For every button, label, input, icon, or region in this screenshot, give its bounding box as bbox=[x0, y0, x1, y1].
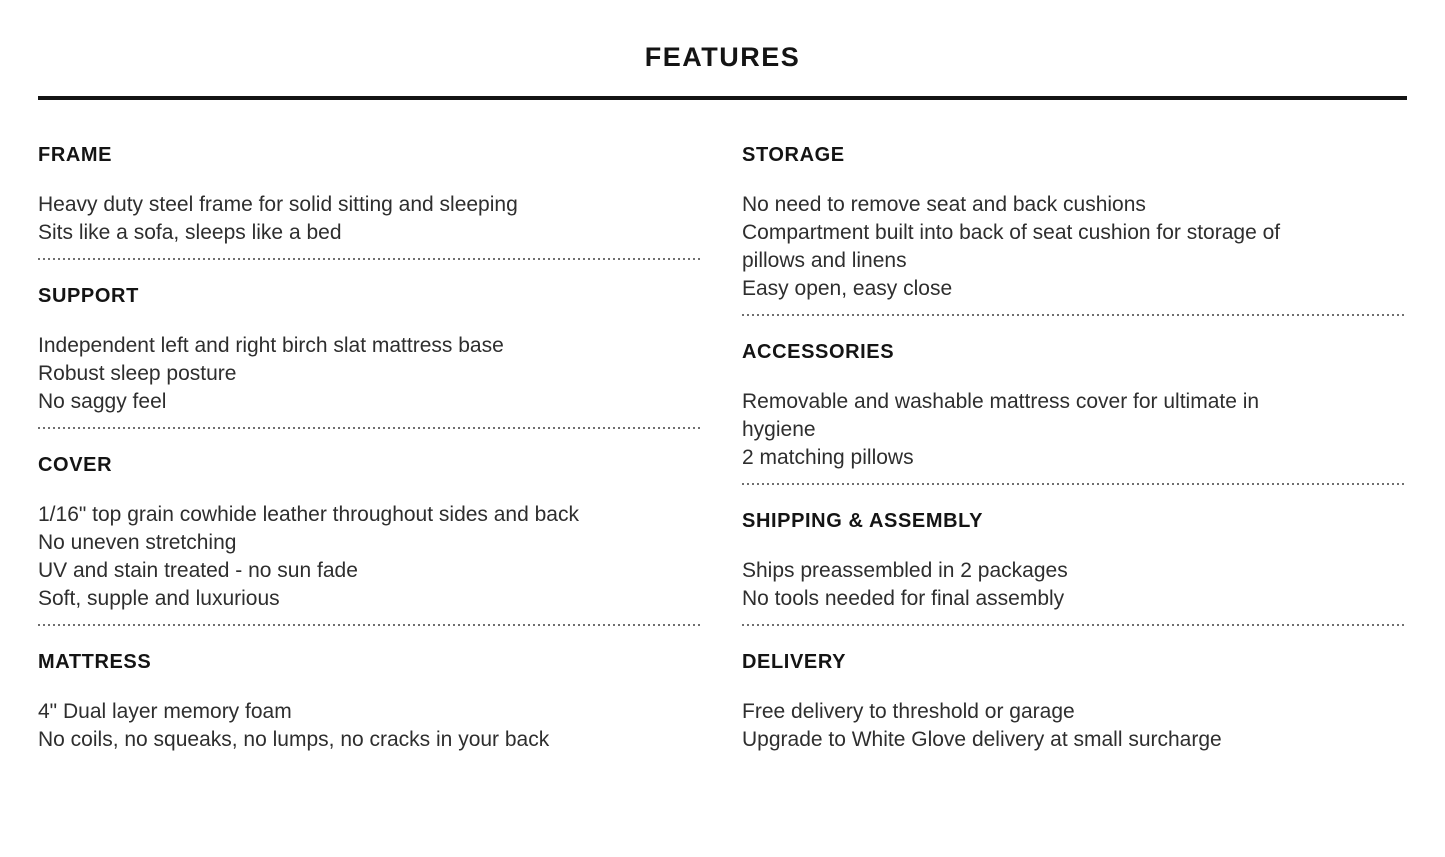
feature-line: Heavy duty steel frame for solid sitting and sleeping bbox=[38, 193, 518, 216]
feature-section-frame bbox=[38, 143, 703, 260]
dotted-divider bbox=[38, 624, 703, 626]
feature-line: No uneven stretching bbox=[38, 531, 237, 554]
feature-columns bbox=[38, 143, 1407, 754]
feature-line: Robust sleep posture bbox=[38, 362, 237, 385]
section-heading: ACCESSORIES bbox=[742, 341, 895, 363]
dotted-divider bbox=[38, 258, 703, 260]
dotted-divider bbox=[742, 314, 1407, 316]
column-right bbox=[742, 143, 1407, 754]
feature-line: Free delivery to threshold or garage bbox=[742, 700, 1075, 723]
feature-line: 2 matching pillows bbox=[742, 446, 914, 469]
header-rule bbox=[38, 96, 1407, 100]
section-heading: SUPPORT bbox=[38, 285, 139, 307]
page-title: FEATURES bbox=[644, 42, 801, 72]
feature-line: Independent left and right birch slat mattress base bbox=[38, 334, 504, 357]
feature-line: Compartment built into back of seat cushion for storage of bbox=[742, 221, 1281, 244]
feature-line: No need to remove seat and back cushions bbox=[742, 193, 1146, 216]
feature-line: Sits like a sofa, sleeps like a bed bbox=[38, 221, 342, 244]
feature-line: UV and stain treated - no sun fade bbox=[38, 559, 358, 582]
dotted-divider bbox=[38, 427, 703, 429]
feature-line: pillows and linens bbox=[742, 249, 907, 272]
section-heading: STORAGE bbox=[742, 144, 845, 166]
feature-section-support bbox=[38, 284, 703, 429]
section-heading: DELIVERY bbox=[742, 651, 847, 673]
feature-line: Ships preassembled in 2 packages bbox=[742, 559, 1068, 582]
feature-line: Easy open, easy close bbox=[742, 277, 953, 300]
feature-section-shipping-assembly bbox=[742, 509, 1407, 626]
section-heading: MATTRESS bbox=[38, 651, 152, 673]
dotted-divider bbox=[742, 624, 1407, 626]
feature-section-accessories bbox=[742, 340, 1407, 485]
feature-section-mattress bbox=[38, 650, 703, 754]
section-heading: SHIPPING & ASSEMBLY bbox=[742, 510, 984, 532]
feature-line: hygiene bbox=[742, 418, 816, 441]
features-page bbox=[0, 44, 1445, 754]
section-heading: FRAME bbox=[38, 144, 113, 166]
column-left bbox=[38, 143, 703, 754]
feature-line: Soft, supple and luxurious bbox=[38, 587, 280, 610]
feature-section-storage bbox=[742, 143, 1407, 316]
feature-line: Removable and washable mattress cover for ultimate in bbox=[742, 390, 1260, 413]
feature-line: 1/16" top grain cowhide leather throughout sides and back bbox=[38, 503, 579, 526]
feature-section-cover bbox=[38, 453, 703, 626]
feature-line: No tools needed for final assembly bbox=[742, 587, 1065, 610]
feature-line: Upgrade to White Glove delivery at small surcharge bbox=[742, 728, 1222, 751]
feature-line: 4" Dual layer memory foam bbox=[38, 700, 292, 723]
feature-section-delivery bbox=[742, 650, 1407, 754]
feature-line: No saggy feel bbox=[38, 390, 167, 413]
dotted-divider bbox=[742, 483, 1407, 485]
feature-line: No coils, no squeaks, no lumps, no cracks in your back bbox=[38, 728, 550, 751]
section-heading: COVER bbox=[38, 454, 113, 476]
